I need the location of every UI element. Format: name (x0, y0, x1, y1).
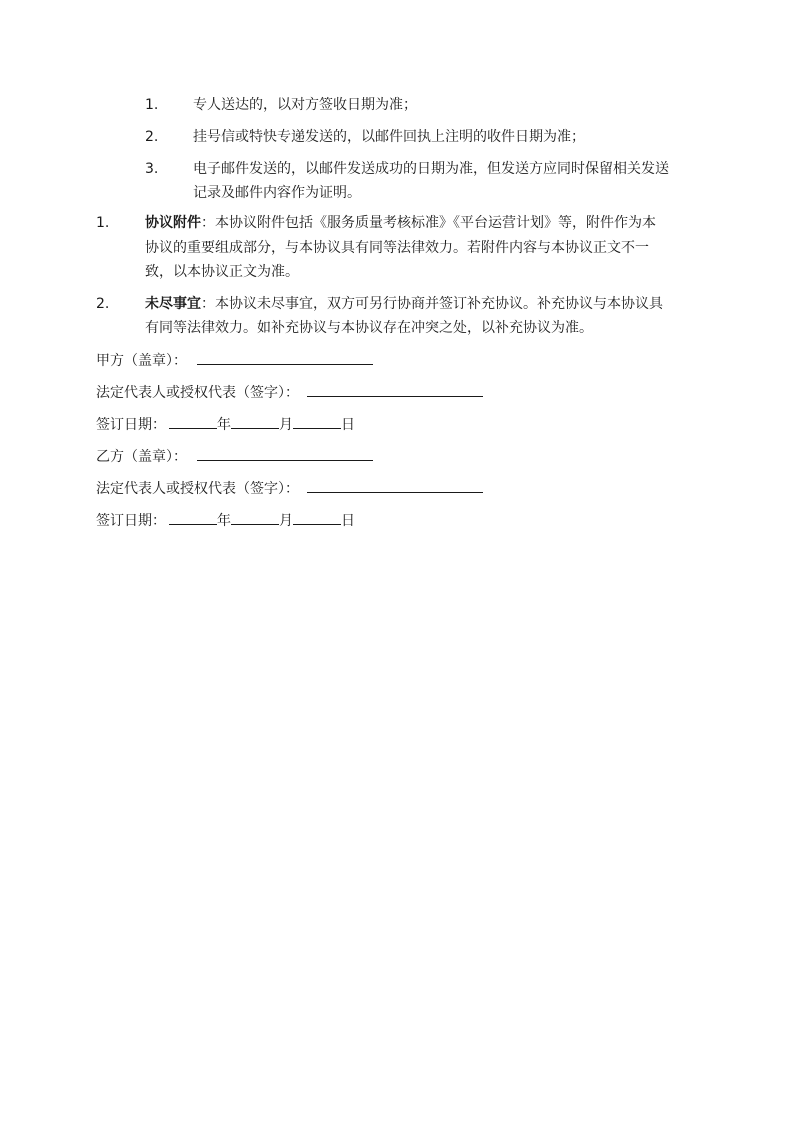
party-b-seal-line (96, 445, 373, 469)
sub-item-text: 记录及邮件内容作为证明。 (193, 185, 361, 201)
sub-item-text: 专人送达的，以对方签收日期为准； (193, 97, 417, 113)
party-a-seal-line (96, 349, 373, 373)
date-a-label: 签订日期： (96, 417, 166, 433)
clause-text: ：本协议未尽事宜，双方可另行协商并签订补充协议。补充协议与本协议具 (201, 296, 663, 312)
clause-title: 未尽事宜 (145, 296, 201, 312)
year-b-field[interactable] (169, 509, 217, 525)
clause-number: 1. (96, 215, 110, 231)
month-a-field[interactable] (231, 413, 279, 429)
sub-item-text: 挂号信或特快专递发送的，以邮件回执上注明的收件日期为准； (193, 129, 585, 145)
sub-item-number: 1. (145, 97, 159, 113)
day-label: 日 (341, 417, 355, 433)
date-b-line (96, 509, 355, 533)
rep-a-label: 法定代表人或授权代表（签字）： (96, 385, 299, 401)
clause-first-line (145, 212, 656, 235)
day-a-field[interactable] (293, 413, 341, 429)
month-label: 月 (279, 513, 293, 529)
clause-first-line (145, 293, 663, 316)
rep-b-label: 法定代表人或授权代表（签字）： (96, 481, 299, 497)
month-label: 月 (279, 417, 293, 433)
date-a-line (96, 413, 355, 437)
rep-a-sign-field[interactable] (307, 381, 483, 397)
clause-text: 致，以本协议正文为准。 (145, 264, 299, 280)
party-b-label: 乙方（盖章）： (96, 449, 187, 465)
party-a-label: 甲方（盖章）： (96, 353, 187, 369)
day-b-field[interactable] (293, 509, 341, 525)
party-b-seal-field[interactable] (197, 445, 373, 461)
sub-item-number: 2. (145, 129, 159, 145)
rep-a-sign-line (96, 381, 483, 405)
clause-text: 有同等法律效力。如补充协议与本协议存在冲突之处，以补充协议为准。 (145, 320, 593, 336)
clause-title: 协议附件 (145, 215, 201, 231)
rep-b-sign-field[interactable] (307, 477, 483, 493)
year-a-field[interactable] (169, 413, 217, 429)
clause-number: 2. (96, 296, 110, 312)
month-b-field[interactable] (231, 509, 279, 525)
rep-b-sign-line (96, 477, 483, 501)
year-label: 年 (217, 513, 231, 529)
party-a-seal-field[interactable] (197, 349, 373, 365)
clause-text: ：本协议附件包括《服务质量考核标准》《平台运营计划》等，附件作为本 (201, 215, 656, 231)
year-label: 年 (217, 417, 231, 433)
sub-item-text: 电子邮件发送的，以邮件发送成功的日期为准，但发送方应同时保留相关发送 (193, 161, 669, 177)
clause-text: 协议的重要组成部分，与本协议具有同等法律效力。若附件内容与本协议正文不一 (145, 240, 649, 256)
day-label: 日 (341, 513, 355, 529)
date-b-label: 签订日期： (96, 513, 166, 529)
sub-item-number: 3. (145, 161, 159, 177)
